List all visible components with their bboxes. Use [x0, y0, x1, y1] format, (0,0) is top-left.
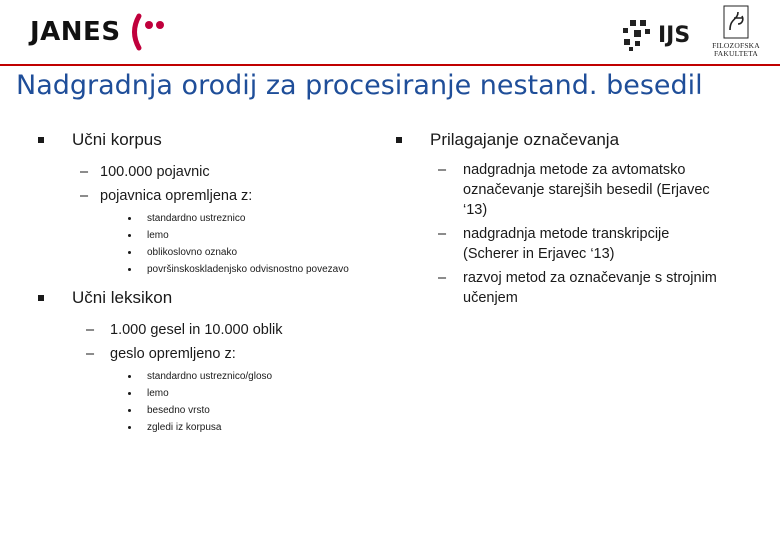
janes-logo-text: JANES — [30, 17, 121, 47]
list-item-line: nadgradnja metode transkripcije — [463, 226, 670, 242]
bullet-ucni-leksikon — [38, 286, 378, 310]
sub-list-item-text: zgledi iz korpusa — [147, 422, 222, 433]
list-item — [38, 344, 378, 364]
dot-bullet — [128, 217, 131, 220]
bullet-label: Učni korpus — [72, 130, 162, 149]
ff-logo-text — [708, 42, 764, 58]
list-item — [396, 224, 776, 264]
sub-list-item-text: standardno ustreznico — [147, 213, 246, 224]
dot-bullet — [128, 251, 131, 254]
ff-logo-line-2: FAKULTETA — [713, 49, 759, 58]
square-bullet-icon — [38, 137, 44, 143]
square-bullet-icon — [396, 137, 402, 143]
list-item-text: pojavnica opremljena z: — [100, 188, 253, 204]
sub-list-item-text: oblikoslovno oznako — [147, 247, 238, 258]
sub-list-item — [38, 244, 378, 261]
sub-list-item — [38, 261, 378, 278]
sublist-token-features — [38, 210, 378, 278]
list-item-text: 100.000 pojavnic — [100, 164, 210, 180]
left-column — [38, 128, 378, 436]
ijs-logo-text: IJS — [658, 22, 691, 48]
header-divider — [0, 64, 780, 66]
dot-bullet — [128, 426, 131, 429]
list-item-text: 1.000 gesel in 10.000 oblik — [110, 322, 283, 338]
slide-title: Nadgradnja orodij za procesiranje nestand. besedil — [16, 70, 703, 101]
ff-emblem-icon — [708, 4, 764, 42]
sub-list-item-text: lemo — [147, 388, 169, 399]
bullet-label: Prilagajanje označevanja — [430, 130, 620, 149]
slide-header — [0, 0, 780, 70]
sub-list-item-text: površinskoskladenjsko odvisnostno povezavo — [147, 264, 349, 275]
square-bullet-icon — [38, 295, 44, 301]
list-item-line: (Scherer in Erjavec ‘13) — [463, 246, 615, 262]
ff-logo-line-1: FILOZOFSKA — [712, 41, 760, 50]
sub-list-item — [38, 385, 378, 402]
list-item — [396, 160, 776, 220]
list-item — [38, 162, 378, 182]
list-item — [38, 320, 378, 340]
list-item-line: razvoj metod za označevanje s strojnim — [463, 270, 717, 286]
list-item — [38, 186, 378, 206]
bullet-label: Učni leksikon — [72, 288, 173, 307]
bullet-prilagajanje-oznacevanja — [396, 128, 776, 152]
filozofska-fakulteta-logo — [708, 4, 764, 62]
dot-bullet — [128, 409, 131, 412]
list-item-line: označevanje starejših besedil (Erjavec — [463, 182, 710, 198]
sub-list-item — [38, 419, 378, 436]
sub-list-item — [38, 402, 378, 419]
list-item-line: učenjem — [463, 290, 518, 306]
dot-bullet — [128, 268, 131, 271]
sub-list-item — [38, 210, 378, 227]
sub-list-item-text: lemo — [147, 230, 169, 241]
sub-list-item-text: standardno ustreznico/gloso — [147, 371, 273, 382]
sub-list-item — [38, 227, 378, 244]
dash-bullet: – — [438, 162, 447, 178]
dot-bullet — [128, 392, 131, 395]
list-item-line: ‘13) — [463, 202, 488, 218]
ijs-logo — [620, 18, 690, 52]
sub-list-item — [38, 368, 378, 385]
list-item-line: nadgradnja metode za avtomatsko — [463, 162, 686, 178]
ijs-dots-icon — [620, 18, 654, 52]
dash-bullet: – — [438, 226, 447, 242]
dot-bullet — [128, 375, 131, 378]
list-item — [396, 268, 776, 308]
dash-bullet: – — [80, 164, 89, 180]
dash-bullet: – — [86, 346, 95, 362]
dash-bullet: – — [80, 188, 89, 204]
bullet-ucni-korpus — [38, 128, 378, 152]
sublist-lexicon-features — [38, 368, 378, 436]
right-column — [396, 128, 776, 308]
dash-bullet: – — [86, 322, 95, 338]
sub-list-item-text: besedno vrsto — [147, 405, 210, 416]
list-item-text: geslo opremljeno z: — [110, 346, 236, 362]
dot-bullet — [128, 234, 131, 237]
dash-bullet: – — [438, 270, 447, 286]
janes-logo — [30, 12, 167, 52]
janes-bracket-icon — [127, 12, 167, 52]
